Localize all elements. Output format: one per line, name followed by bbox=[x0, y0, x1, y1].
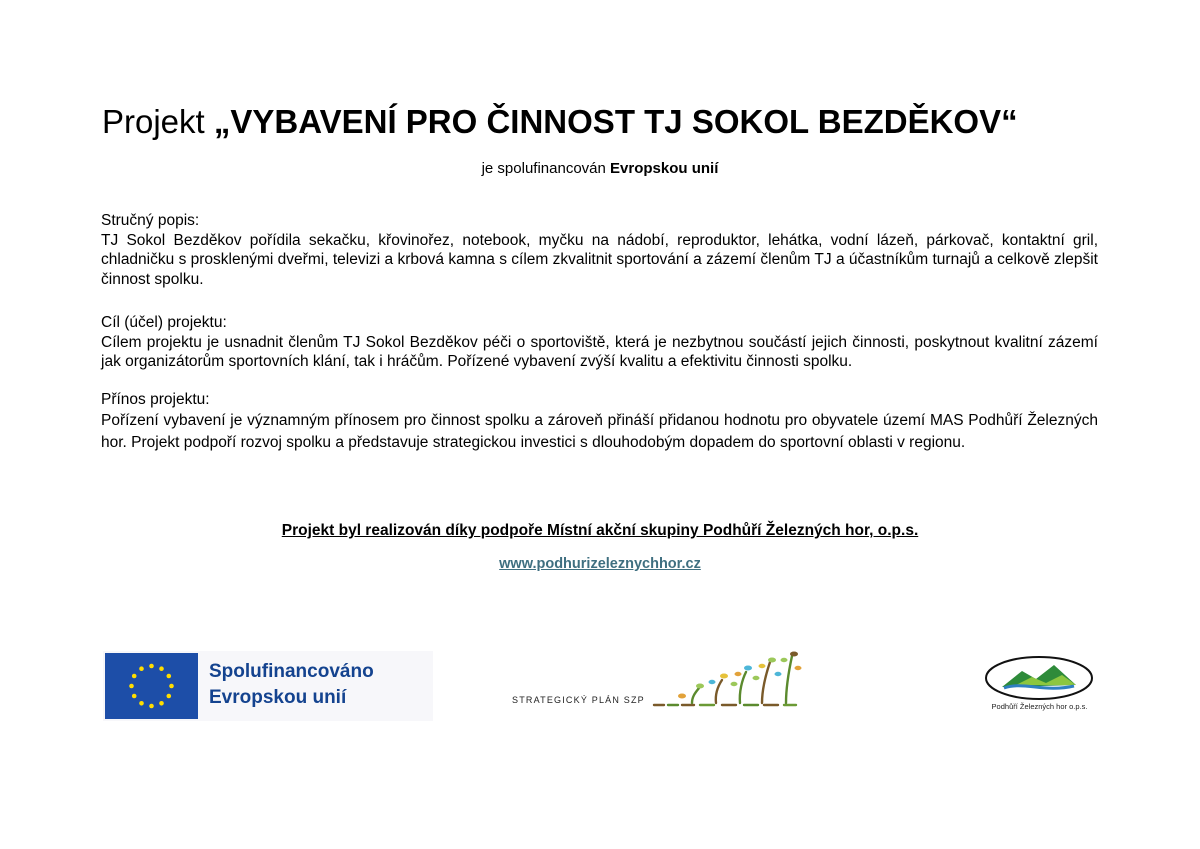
section-brief-description bbox=[101, 211, 1098, 289]
section-heading: Stručný popis: bbox=[101, 212, 200, 229]
sprouting-plants-icon bbox=[652, 648, 802, 710]
title-prefix: Projekt bbox=[102, 103, 214, 140]
mountains-oval-icon bbox=[984, 655, 1094, 701]
section-project-goal bbox=[101, 313, 1098, 372]
section-heading: Přínos projektu: bbox=[101, 391, 210, 408]
section-text: Pořízení vybavení je významným přínosem pro činnost spolku a zároveň přináší přidanou hodnotu pro obyvatele území MAS Podhůří Železných hor. Projekt podpoří rozvoj spolku a představuje strategickou investici s dlouhodobým dopadem do sportovní oblasti v regionu. bbox=[101, 411, 1098, 451]
section-text: TJ Sokol Bezděkov pořídila sekačku, křovinořez, notebook, myčku na nádobí, reproduktor, lehátka, vodní lázeň, párkovač, kontaktní gril, chladničku s prosklenými dveřmi, televizi a krbová kamna s cílem zkvalitnit sportování a zázemí členům TJ a účastníkům turnajů a celkově zlepšit činnost spolku. bbox=[101, 231, 1098, 288]
website-link[interactable]: www.podhurizeleznychhor.cz bbox=[499, 556, 701, 572]
eu-logo-text bbox=[209, 659, 374, 711]
eu-logo-line2: Evropskou unií bbox=[209, 687, 347, 708]
cofinancing-note bbox=[0, 159, 1200, 179]
subtitle-eu: Evropskou unií bbox=[610, 160, 719, 177]
mas-logo bbox=[982, 655, 1097, 715]
eu-stars-icon bbox=[105, 653, 198, 719]
section-heading: Cíl (účel) projektu: bbox=[101, 314, 227, 331]
eu-flag-icon bbox=[105, 653, 198, 719]
szp-logo bbox=[512, 648, 802, 708]
eu-cofinanced-logo bbox=[103, 651, 433, 721]
mas-logo-text: Podhůří Železných hor o.p.s. bbox=[991, 702, 1088, 711]
page-title bbox=[102, 101, 1102, 143]
support-statement: Projekt byl realizován díky podpoře Místní akční skupiny Podhůří Železných hor, o.p.s. bbox=[281, 522, 919, 539]
szp-logo-text: STRATEGICKÝ PLÁN SZP bbox=[512, 695, 645, 705]
subtitle-prefix: je spolufinancován bbox=[481, 160, 611, 177]
section-text: Cílem projektu je usnadnit členům TJ Sokol Bezděkov péči o sportoviště, která je nezbytnou součástí jejich činnosti, poskytnout kvalitní zázemí jak organizátorům sportovních klání, tak i hráčům. Pořízené vybavení zvýší kvalitu a efektivitu činnosti spolku. bbox=[101, 333, 1098, 370]
section-project-benefit bbox=[101, 390, 1098, 455]
project-name: „VYBAVENÍ PRO ČINNOST TJ SOKOL BEZDĚKOV“ bbox=[213, 103, 1018, 140]
eu-logo-line1: Spolufinancováno bbox=[209, 661, 374, 682]
